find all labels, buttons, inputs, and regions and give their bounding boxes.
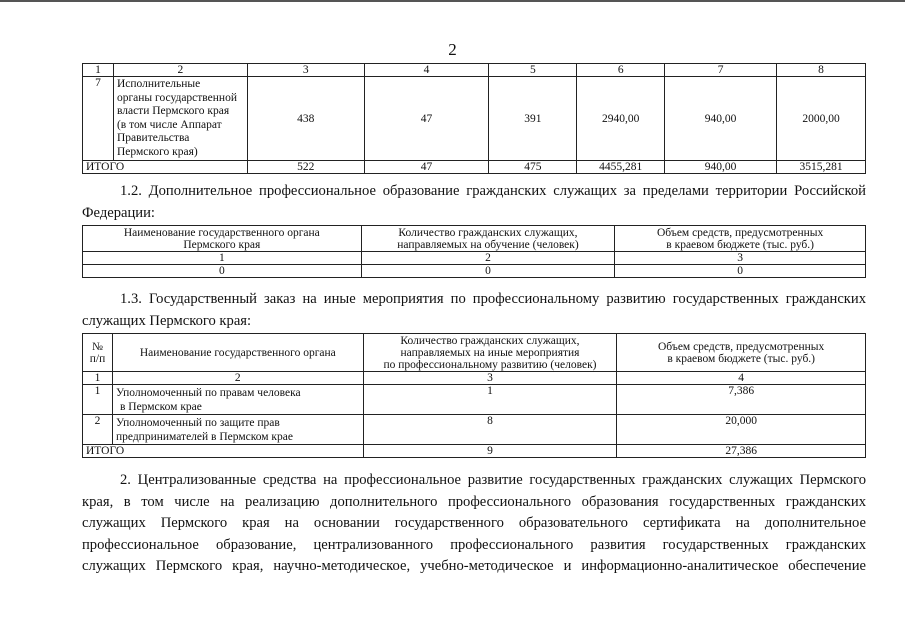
cell-value: 940,00 — [665, 161, 777, 174]
col-number: 1 — [83, 252, 362, 265]
section-1-3-text — [82, 289, 866, 332]
cell-value: 0 — [361, 265, 615, 278]
cell-value: 1 — [363, 385, 617, 415]
col-number: 3 — [247, 64, 364, 77]
header-num — [83, 334, 113, 372]
table-header — [83, 226, 866, 252]
cell-value: 438 — [247, 77, 364, 161]
col-number: 2 — [113, 64, 247, 77]
col-number: 3 — [615, 252, 866, 265]
header-line: Объем средств, предусмотренных — [657, 226, 824, 239]
header-line: в краевом бюджете (тыс. руб.) — [666, 238, 814, 251]
name-line: Правительства — [116, 132, 190, 144]
header-count — [363, 334, 617, 372]
header-organ: Наименование государственного органа — [112, 334, 363, 372]
total-label: ИТОГО — [83, 445, 364, 458]
text-line — [82, 181, 866, 203]
table-header-numbers — [83, 372, 866, 385]
header-line: направляемых на обучение (человек) — [397, 238, 579, 251]
col-number: 5 — [489, 64, 577, 77]
name-line: предпринимателей в Пермском крае — [115, 430, 293, 443]
name-line: Уполномоченный по правам человека — [115, 386, 301, 399]
col-number: 4 — [364, 64, 489, 77]
header-line: в краевом бюджете (тыс. руб.) — [667, 352, 815, 365]
name-line: (в том числе Аппарат — [116, 118, 222, 131]
header-line: Объем средств, предусмотренных — [658, 340, 825, 353]
name-line: в Пермском крае — [119, 400, 202, 413]
cell-value: 0 — [83, 265, 362, 278]
total-label: ИТОГО — [83, 161, 248, 174]
table-civil-servants-totals — [82, 63, 866, 174]
cell-value: 2940,00 — [577, 77, 665, 161]
cell-value: 8 — [363, 415, 617, 445]
text-span: 1.2. Дополнительное профессиональное образование гражданских служащих за пределами территории Российской — [120, 183, 866, 199]
col-number: 8 — [777, 64, 866, 77]
organ-name — [112, 385, 363, 415]
name-line: Пермского края) — [116, 145, 198, 158]
table-row — [83, 265, 866, 278]
cell-value: 47 — [364, 77, 489, 161]
col-number: 2 — [112, 372, 363, 385]
cell-value: 2000,00 — [777, 77, 866, 161]
section-1-2-text — [82, 181, 866, 224]
header-line: Количество гражданских служащих, — [400, 334, 580, 347]
table-header-numbers — [83, 64, 866, 77]
section-2-text — [82, 470, 866, 578]
table-total-row — [83, 445, 866, 458]
cell-value: 7,386 — [617, 385, 866, 415]
text-line: профессиональное образование, централизованного профессионального развития государственных гражданских — [82, 536, 866, 553]
table-row — [83, 385, 866, 415]
cell-value: 522 — [247, 161, 364, 174]
cell-value: 20,000 — [617, 415, 866, 445]
header-line: по профессиональному развитию (человек) — [383, 358, 597, 371]
col-number: 4 — [617, 372, 866, 385]
organ-name — [112, 415, 363, 445]
name-line: власти Пермского края — [116, 105, 230, 117]
text-line: Федерации: — [82, 204, 155, 221]
cell-value: 391 — [489, 77, 577, 161]
text-line: служащих Пермского края: — [82, 312, 252, 329]
table-total-row — [83, 161, 866, 174]
header-line: Пермского края — [183, 238, 261, 251]
page-top-edge — [0, 0, 905, 2]
text-line: края, в том числе на реализацию дополнительного профессионального образования государственных гражданских — [82, 493, 866, 510]
row-number: 7 — [83, 77, 114, 161]
name-line: Уполномоченный по защите прав — [115, 416, 280, 429]
name-line: органы государственной — [116, 91, 237, 104]
cell-value: 4455,281 — [577, 161, 665, 174]
organ-name — [113, 77, 247, 161]
cell-value: 0 — [615, 265, 866, 278]
text-line — [82, 470, 866, 492]
header-line: Наименование государственного органа — [123, 226, 320, 239]
row-number: 2 — [83, 415, 113, 445]
col-number: 6 — [577, 64, 665, 77]
cell-value: 9 — [363, 445, 617, 458]
header-line: Количество гражданских служащих, — [398, 226, 578, 239]
cell-value: 475 — [489, 161, 577, 174]
header-organ — [83, 226, 362, 252]
text-line: служащих Пермского края на основании государственного образовательного сертификата на дополнительное — [82, 515, 866, 531]
text-line: служащих Пермского края, научно-методическое, учебно-методическое и информационно-аналитическое обеспечение — [82, 558, 866, 574]
header-line: направляемых на иные мероприятия — [400, 346, 580, 359]
cell-value: 940,00 — [665, 77, 777, 161]
col-number: 7 — [665, 64, 777, 77]
table-other-events — [82, 333, 866, 458]
cell-value: 3515,281 — [777, 161, 866, 174]
col-number: 3 — [363, 372, 617, 385]
table-abroad-education — [82, 225, 866, 278]
text-line — [82, 289, 866, 311]
col-number: 1 — [83, 372, 113, 385]
header-amount — [617, 334, 866, 372]
cell-value: 27,386 — [617, 445, 866, 458]
cell-value: 47 — [364, 161, 489, 174]
table-row — [83, 415, 866, 445]
table-header — [83, 334, 866, 372]
name-line: Исполнительные — [116, 78, 201, 90]
text-span: 2. Централизованные средства на профессиональное развитие государственных гражданских служащих Пермского — [120, 472, 866, 488]
col-number: 2 — [361, 252, 615, 265]
header-line: п/п — [89, 352, 106, 365]
page-number: 2 — [448, 40, 457, 59]
table-row — [83, 77, 866, 161]
header-count — [361, 226, 615, 252]
header-line: № — [91, 340, 103, 353]
col-number: 1 — [83, 64, 114, 77]
text-span: 1.3. Государственный заказ на иные мероприятия по профессиональному развитию государственных гражданских — [120, 291, 866, 307]
table-header-numbers — [83, 252, 866, 265]
row-number: 1 — [83, 385, 113, 415]
header-amount — [615, 226, 866, 252]
